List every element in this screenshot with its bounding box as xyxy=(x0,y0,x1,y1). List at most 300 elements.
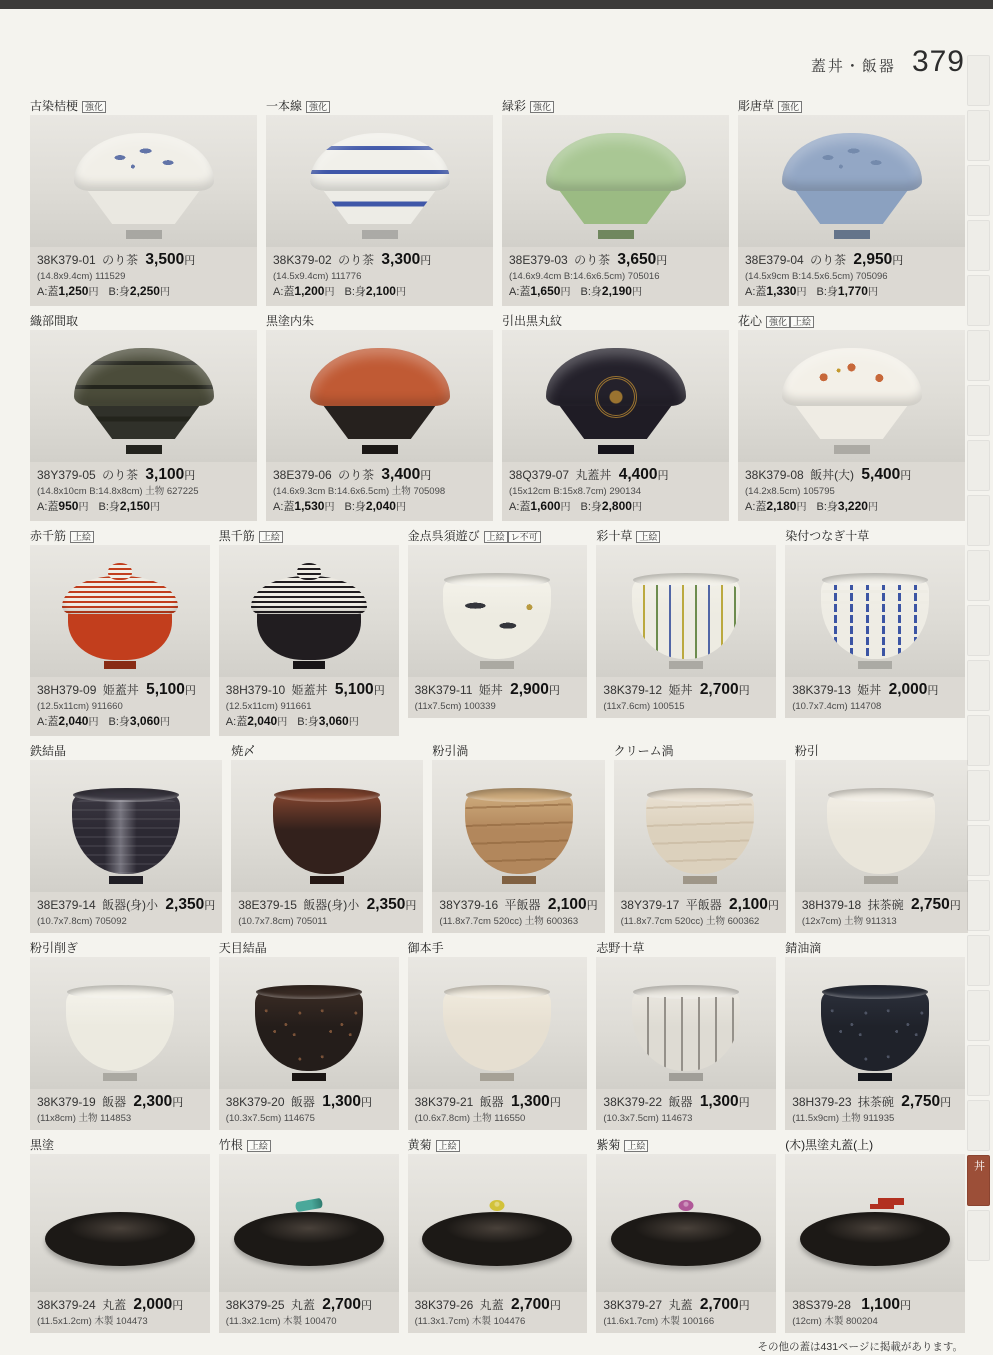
body-price: 2,100 xyxy=(365,284,396,298)
product-card-header xyxy=(502,97,729,114)
product-row xyxy=(30,312,965,521)
product-price: 2,700 xyxy=(511,1296,550,1313)
product-card-header xyxy=(502,312,729,329)
product-price: 2,350 xyxy=(165,896,205,913)
product-photo xyxy=(266,115,493,247)
bowl-body-pattern xyxy=(794,403,910,439)
product-name: 古染桔梗 xyxy=(30,99,79,113)
product-photo xyxy=(408,545,588,677)
product-badges xyxy=(766,314,814,328)
bowl-lid xyxy=(782,133,922,191)
bowl-illustration xyxy=(795,563,955,669)
product-type: 抹茶碗 xyxy=(857,1095,894,1109)
product-info xyxy=(219,1292,399,1333)
bowl-foot xyxy=(834,445,870,454)
product-type: のり茶 xyxy=(338,468,375,482)
bowl-illustration xyxy=(229,1178,389,1284)
bowl-body xyxy=(794,188,910,224)
product-photo xyxy=(785,957,965,1089)
lid-price: 1,200 xyxy=(294,284,325,298)
bowl-body xyxy=(632,579,740,659)
product-code: 38K379-24 xyxy=(37,1298,96,1312)
product-card-header xyxy=(432,742,604,759)
currency-suffix: 円 xyxy=(560,502,571,513)
product-info xyxy=(30,892,222,933)
product-code: 38E379-14 xyxy=(37,898,96,912)
product-price: 2,700 xyxy=(699,1296,739,1313)
product-specs: (10.3x7.5cm) 114673 xyxy=(603,1113,693,1124)
bowl-foot xyxy=(126,230,162,239)
bowl-body-pattern xyxy=(72,800,180,874)
product-code: 38Y379-05 xyxy=(37,468,96,482)
product-card-header xyxy=(266,312,493,329)
attribute-badge: 上絵 xyxy=(624,1140,648,1152)
product-card xyxy=(596,939,776,1130)
bowl-lid-pattern xyxy=(90,140,196,179)
bowl-illustration xyxy=(536,133,696,239)
currency-suffix: 円 xyxy=(88,717,99,728)
product-specs: (12.5x11cm) 911661 xyxy=(225,701,312,712)
bowl-body-pattern xyxy=(68,611,172,660)
product-code-price-line xyxy=(745,466,958,485)
product-photo xyxy=(30,957,210,1089)
product-type: 平飯器 xyxy=(685,898,722,912)
product-ab-prices xyxy=(509,283,722,301)
product-badges xyxy=(436,1138,460,1152)
currency-suffix: 円 xyxy=(324,287,335,298)
product-type: 姫丼 xyxy=(668,683,693,697)
lid-price-label: A:蓋 xyxy=(37,501,59,513)
section-tab xyxy=(967,385,990,436)
currency-suffix: 円 xyxy=(949,900,961,912)
bowl-body xyxy=(66,991,174,1071)
product-name: 金点呉須遊び xyxy=(407,529,480,543)
product-type: 飯器(身)小 xyxy=(303,898,360,912)
bowl-lid xyxy=(546,133,686,191)
bowl-illustration xyxy=(229,563,389,669)
bowl-body-pattern xyxy=(234,1212,384,1266)
product-photo xyxy=(30,1154,210,1292)
product-info xyxy=(408,1292,588,1333)
product-name: 鉄結晶 xyxy=(30,744,67,758)
product-name: 花心 xyxy=(738,314,763,328)
section-tab xyxy=(967,825,990,876)
product-badges xyxy=(484,529,541,543)
bowl-illustration xyxy=(606,975,766,1081)
product-name: 織部間取 xyxy=(30,314,79,328)
product-photo xyxy=(596,545,776,677)
product-code-price-line xyxy=(37,251,250,270)
bowl-body-pattern xyxy=(558,403,674,439)
product-code-price-line xyxy=(415,1093,581,1112)
bowl-body-pattern xyxy=(632,585,740,659)
product-name: 粉引渦 xyxy=(432,744,469,758)
product-card-header xyxy=(30,97,257,114)
bowl-lid-pattern xyxy=(798,356,904,394)
bowl-body xyxy=(611,1212,761,1266)
product-price: 2,700 xyxy=(699,681,739,698)
product-card-header xyxy=(219,1136,399,1153)
product-info xyxy=(30,677,210,736)
product-code-price-line xyxy=(792,681,958,700)
product-code: 38K379-22 xyxy=(603,1095,663,1109)
product-info xyxy=(738,462,965,521)
product-specs: (14.8x9.4cm) 111529 xyxy=(37,271,126,282)
currency-suffix: 円 xyxy=(656,255,668,267)
product-specs: (10.7x7.8cm) 705011 xyxy=(238,916,328,927)
bowl-knob xyxy=(297,563,321,580)
bowl-foot xyxy=(502,876,536,884)
bowl-knob xyxy=(108,563,132,580)
bowl-illustration xyxy=(229,975,389,1081)
currency-suffix: 円 xyxy=(324,502,335,513)
product-name: 粉引削ぎ xyxy=(30,941,79,955)
product-price: 3,650 xyxy=(617,251,657,268)
product-name: 竹根 xyxy=(218,1138,243,1152)
product-price: 5,100 xyxy=(146,681,185,698)
bowl-knob xyxy=(679,1200,694,1211)
bowl-foot xyxy=(858,1073,892,1081)
bowl-illustration xyxy=(772,133,932,239)
product-photo xyxy=(231,760,423,892)
currency-suffix: 円 xyxy=(657,470,669,482)
section-tab xyxy=(967,660,990,711)
attribute-badge: 上絵 xyxy=(436,1140,460,1152)
bowl-body xyxy=(646,794,754,874)
product-type: 丸蓋 xyxy=(668,1298,693,1312)
product-specs: (10.6x7.8cm) 土物 116550 xyxy=(414,1113,526,1124)
bowl-body-pattern xyxy=(632,997,740,1071)
product-card xyxy=(219,939,399,1130)
product-code-price-line xyxy=(273,251,486,270)
bowl-illustration xyxy=(300,133,460,239)
lid-price-label: A:蓋 xyxy=(37,716,59,728)
bowl-body xyxy=(255,991,363,1071)
currency-suffix: 円 xyxy=(277,717,288,728)
product-card-header xyxy=(219,527,399,544)
product-card xyxy=(219,527,399,736)
attribute-badge: 上絵 xyxy=(247,1140,271,1152)
bowl-body-pattern xyxy=(322,403,438,439)
currency-suffix: 円 xyxy=(348,717,359,728)
bowl-illustration xyxy=(300,348,460,454)
section-tab xyxy=(967,275,990,326)
product-type: 丸蓋 xyxy=(479,1298,504,1312)
product-name: (木)黒塗丸蓋(上) xyxy=(785,1138,874,1152)
attribute-badge: 上絵 xyxy=(70,531,94,543)
currency-suffix: 円 xyxy=(405,900,417,912)
product-type: のり茶 xyxy=(102,468,139,482)
product-type: 姫丼 xyxy=(857,683,882,697)
product-code: 38H379-10 xyxy=(225,683,286,697)
product-name: 紫菊 xyxy=(596,1138,621,1152)
bowl-body-pattern xyxy=(646,800,754,874)
product-name: 染付つなぎ十草 xyxy=(785,529,870,543)
product-info xyxy=(596,1089,776,1130)
product-info xyxy=(502,247,729,306)
product-code: 38K379-12 xyxy=(603,683,663,697)
product-type: 姫蓋丼 xyxy=(291,683,328,697)
product-info xyxy=(785,677,965,718)
product-type: のり茶 xyxy=(338,253,375,267)
product-card xyxy=(219,1136,399,1333)
product-specs: (14.8x10cm B:14.8x8cm) 土物 627225 xyxy=(37,486,199,497)
product-info xyxy=(219,1089,399,1130)
product-card xyxy=(785,1136,965,1333)
bowl-illustration xyxy=(772,348,932,454)
product-code-price-line xyxy=(415,1296,581,1315)
product-code: 38K379-02 xyxy=(273,253,332,267)
product-price: 2,000 xyxy=(133,1296,173,1313)
product-code-price-line xyxy=(226,681,392,700)
section-tab xyxy=(967,1045,990,1096)
bowl-foot xyxy=(598,230,634,239)
section-tab-strip xyxy=(967,55,990,1261)
currency-suffix: 円 xyxy=(900,1300,912,1312)
product-specs: (12cm) 木製 800204 xyxy=(792,1316,878,1327)
bowl-foot xyxy=(669,1073,703,1081)
product-info xyxy=(795,892,968,933)
bowl-body xyxy=(558,188,674,224)
lid-price: 2,180 xyxy=(766,499,797,513)
currency-suffix: 円 xyxy=(149,502,160,513)
section-tab xyxy=(967,880,990,931)
product-code: 38Y379-16 xyxy=(439,898,499,912)
product-row xyxy=(30,97,965,306)
section-tab xyxy=(967,715,990,766)
product-code: 38S379-28 xyxy=(792,1298,851,1312)
bowl-foot xyxy=(834,230,870,239)
product-info xyxy=(231,892,423,933)
bowl-illustration xyxy=(46,778,206,884)
bowl-illustration xyxy=(40,1178,200,1284)
page-number: 379 xyxy=(911,45,965,78)
product-specs: (11.5x9cm) 土物 911935 xyxy=(792,1113,895,1124)
bowl-body xyxy=(45,1212,195,1266)
product-specs: (11.8x7.7cm 520cc) 土物 600362 xyxy=(620,916,760,927)
product-ab-prices xyxy=(509,498,722,516)
product-code: 38K379-01 xyxy=(37,253,96,267)
product-name: 彩十草 xyxy=(596,529,633,543)
product-price: 1,300 xyxy=(511,1093,550,1110)
product-code-price-line xyxy=(745,251,958,270)
currency-suffix: 円 xyxy=(900,470,912,482)
product-card xyxy=(266,312,493,521)
lid-price-label: A:蓋 xyxy=(745,501,767,513)
currency-suffix: 円 xyxy=(204,900,216,912)
product-card-header xyxy=(785,939,965,956)
product-code-price-line xyxy=(226,1296,392,1315)
product-card xyxy=(30,527,210,736)
product-price: 5,100 xyxy=(334,681,374,698)
product-card-header xyxy=(30,1136,210,1153)
bowl-body xyxy=(443,579,551,659)
product-ab-prices xyxy=(37,283,250,301)
product-price: 2,700 xyxy=(322,1296,362,1313)
bowl-body-pattern xyxy=(322,188,438,224)
product-name: クリーム渦 xyxy=(613,744,674,758)
product-type: 姫丼 xyxy=(478,683,503,697)
product-card xyxy=(231,742,423,933)
product-photo xyxy=(30,545,210,677)
product-info xyxy=(30,247,257,306)
product-card-header xyxy=(219,939,399,956)
product-code: 38E379-04 xyxy=(745,253,804,267)
bowl-lid xyxy=(62,576,178,614)
product-photo xyxy=(408,1154,588,1292)
bowl-foot xyxy=(362,445,398,454)
page-top-rule xyxy=(0,0,993,9)
product-card-header xyxy=(30,939,210,956)
bowl-lid-pattern xyxy=(251,576,367,614)
product-specs: (11.5x1.2cm) 木製 104473 xyxy=(37,1316,148,1327)
product-photo xyxy=(502,115,729,247)
lid-price: 950 xyxy=(58,499,79,513)
product-card xyxy=(614,742,786,933)
body-price-label: B:身 xyxy=(344,286,366,298)
product-type: 丸蓋 xyxy=(102,1298,127,1312)
bowl-illustration xyxy=(417,975,577,1081)
product-type: 飯器 xyxy=(668,1095,693,1109)
attribute-badge: 上絵 xyxy=(636,531,660,543)
product-card xyxy=(30,312,257,521)
body-price-label: B:身 xyxy=(580,286,602,298)
bowl-lid xyxy=(310,133,450,191)
attribute-badge: 強化 xyxy=(530,101,554,113)
product-badges xyxy=(259,529,283,543)
product-code-price-line xyxy=(621,896,779,915)
product-info xyxy=(785,1089,965,1130)
bowl-body-pattern xyxy=(422,1212,572,1266)
product-card-header xyxy=(738,312,965,329)
product-name: 緑彩 xyxy=(502,99,527,113)
bowl-foot xyxy=(362,230,398,239)
product-specs: (14.6x9.4cm B:14.6x6.5cm) 705016 xyxy=(509,271,660,282)
product-photo xyxy=(219,545,399,677)
product-card xyxy=(596,1136,776,1333)
currency-suffix: 円 xyxy=(796,287,807,298)
product-photo xyxy=(785,545,965,677)
product-code-price-line xyxy=(273,466,486,485)
lid-price-label: A:蓋 xyxy=(225,716,248,728)
bowl-lid-pattern xyxy=(74,348,214,406)
product-code: 38K379-11 xyxy=(414,683,473,697)
currency-suffix: 円 xyxy=(420,470,432,482)
product-code-price-line xyxy=(792,1296,958,1315)
currency-suffix: 円 xyxy=(88,287,99,298)
currency-suffix: 円 xyxy=(560,287,571,298)
bowl-illustration xyxy=(417,1178,577,1284)
product-code: 38K379-19 xyxy=(37,1095,96,1109)
product-photo xyxy=(596,1154,776,1292)
product-card xyxy=(596,527,776,736)
bowl-body xyxy=(558,403,674,439)
currency-suffix: 円 xyxy=(738,1097,750,1109)
bowl-illustration xyxy=(64,133,224,239)
product-badges xyxy=(636,529,660,543)
product-photo xyxy=(502,330,729,462)
lid-price-label: A:蓋 xyxy=(37,286,59,298)
body-price-label: B:身 xyxy=(816,501,838,513)
product-code: 38Q379-07 xyxy=(509,468,570,482)
currency-suffix: 円 xyxy=(892,255,904,267)
bowl-illustration xyxy=(247,778,407,884)
lid-price: 2,040 xyxy=(247,714,278,728)
section-tab xyxy=(967,495,990,546)
lid-price: 1,600 xyxy=(530,499,561,513)
currency-suffix: 円 xyxy=(867,502,878,513)
currency-suffix: 円 xyxy=(796,502,807,513)
bowl-body xyxy=(800,1212,950,1266)
bowl-lid xyxy=(251,576,367,614)
lid-price-label: A:蓋 xyxy=(509,501,531,513)
product-card xyxy=(738,312,965,521)
product-card-header xyxy=(795,742,968,759)
product-photo xyxy=(614,760,786,892)
product-photo xyxy=(266,330,493,462)
product-card-header xyxy=(30,742,222,759)
product-ab-prices xyxy=(37,498,250,516)
product-card xyxy=(30,742,222,933)
currency-suffix: 円 xyxy=(184,685,196,697)
bowl-body xyxy=(443,991,551,1071)
product-code: 38E379-06 xyxy=(273,468,332,482)
product-code: 38H379-23 xyxy=(792,1095,852,1109)
bowl-body-pattern xyxy=(821,585,929,659)
product-name: 天目結晶 xyxy=(218,941,267,955)
product-specs: (14.5x9cm B:14.5x6.5cm) 705096 xyxy=(745,271,888,282)
bowl-illustration xyxy=(439,778,599,884)
section-title: 蓋丼・飯器 xyxy=(810,58,896,75)
product-photo xyxy=(219,957,399,1089)
product-ab-prices xyxy=(226,713,392,731)
section-tab xyxy=(967,440,990,491)
attribute-badge: 強化 xyxy=(766,316,790,328)
product-photo xyxy=(795,760,968,892)
currency-suffix: 円 xyxy=(373,685,385,697)
lid-price-label: A:蓋 xyxy=(273,286,295,298)
body-price-label: B:身 xyxy=(580,501,602,513)
bowl-lid-pattern xyxy=(310,348,450,406)
currency-suffix: 円 xyxy=(631,287,642,298)
bowl-knob xyxy=(490,1200,505,1211)
product-photo xyxy=(738,115,965,247)
bowl-illustration xyxy=(795,975,955,1081)
product-code-price-line xyxy=(802,896,961,915)
product-info xyxy=(432,892,604,933)
bowl-foot xyxy=(310,876,344,884)
bowl-foot xyxy=(480,661,514,669)
bowl-body-pattern xyxy=(257,611,361,660)
product-name: 黒塗内朱 xyxy=(266,314,315,328)
product-photo xyxy=(219,1154,399,1292)
bowl-lid-pattern xyxy=(310,133,450,191)
product-code-price-line xyxy=(238,896,416,915)
product-name: 志野十草 xyxy=(596,941,645,955)
product-price: 2,000 xyxy=(888,681,928,698)
product-name: 錆油滴 xyxy=(785,941,822,955)
product-price: 2,350 xyxy=(366,896,406,913)
bowl-lid xyxy=(310,348,450,406)
bowl-foot xyxy=(104,661,136,669)
product-code: 38E379-15 xyxy=(238,898,297,912)
bowl-illustration xyxy=(620,778,780,884)
product-info xyxy=(614,892,786,933)
bowl-foot xyxy=(669,661,703,669)
product-specs: (14.5x9.4cm) 111776 xyxy=(273,271,362,282)
product-code-price-line xyxy=(226,1093,392,1112)
product-price: 1,100 xyxy=(861,1296,901,1313)
